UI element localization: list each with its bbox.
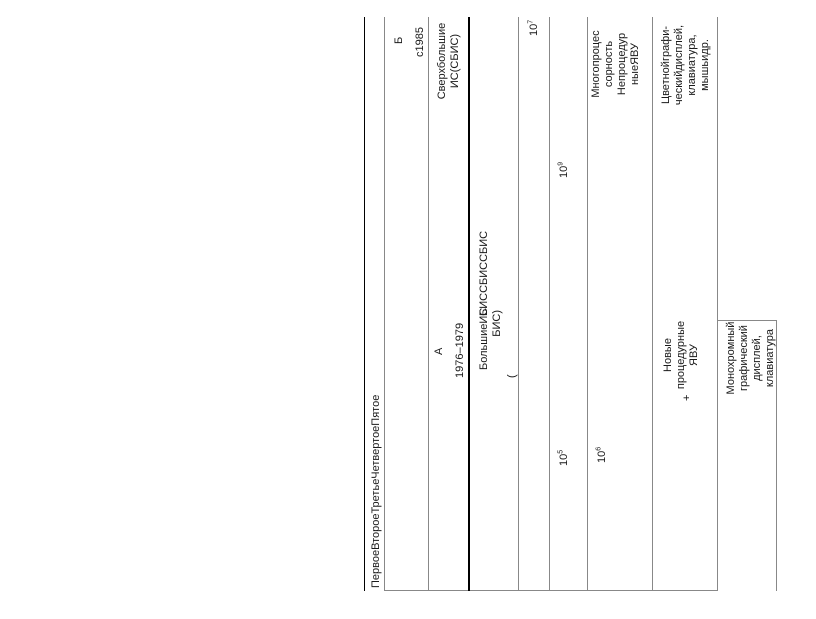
io-right-cell: Цветнойграфи- ческийдисплей, клавиатура, мышьидр. (660, 24, 711, 106)
languages-plus: + (681, 394, 693, 401)
row-line-4 (549, 17, 550, 591)
row-line-2 (468, 17, 470, 591)
memory-right: $10^9$ (557, 161, 570, 178)
languages-right-cell: Многопроцес сорность Непроцедур ныеЯВУ (590, 30, 641, 98)
lsi-sequence: БИССБИССБИС (478, 230, 490, 316)
languages-left-cell: Новые процедурные ЯВУ (662, 320, 700, 390)
column-b-letter: Б (393, 36, 405, 44)
row-line-1 (428, 17, 429, 591)
row-line-6 (652, 17, 653, 591)
io-left-cell: Монохромный графический дисплей, клавиатура (725, 321, 776, 395)
big-ic-paren: ( (506, 374, 518, 378)
big-ic-cell: БольшиеИС БИС) (478, 307, 503, 370)
row-line-3 (518, 17, 519, 591)
column-a-letter: А (433, 347, 445, 355)
speed-left: $10^5$ (557, 449, 570, 466)
generations-header: ПервоеВтороеТретьеЧетвертоеПятое (370, 394, 382, 588)
row-line-5 (587, 17, 588, 591)
vlsi-cell: Сверхбольшие ИС(СБИС) (436, 22, 461, 100)
memory-left: $10^6$ (595, 446, 608, 463)
column-b-years: с1985 (414, 27, 426, 57)
col-separator-header (384, 590, 718, 591)
row-line-7 (717, 17, 718, 591)
column-a-years: 1976–1979 (454, 322, 466, 378)
table-top-rule (364, 17, 365, 591)
speed-right: $10^7$ (527, 19, 540, 36)
header-separator (384, 17, 385, 591)
